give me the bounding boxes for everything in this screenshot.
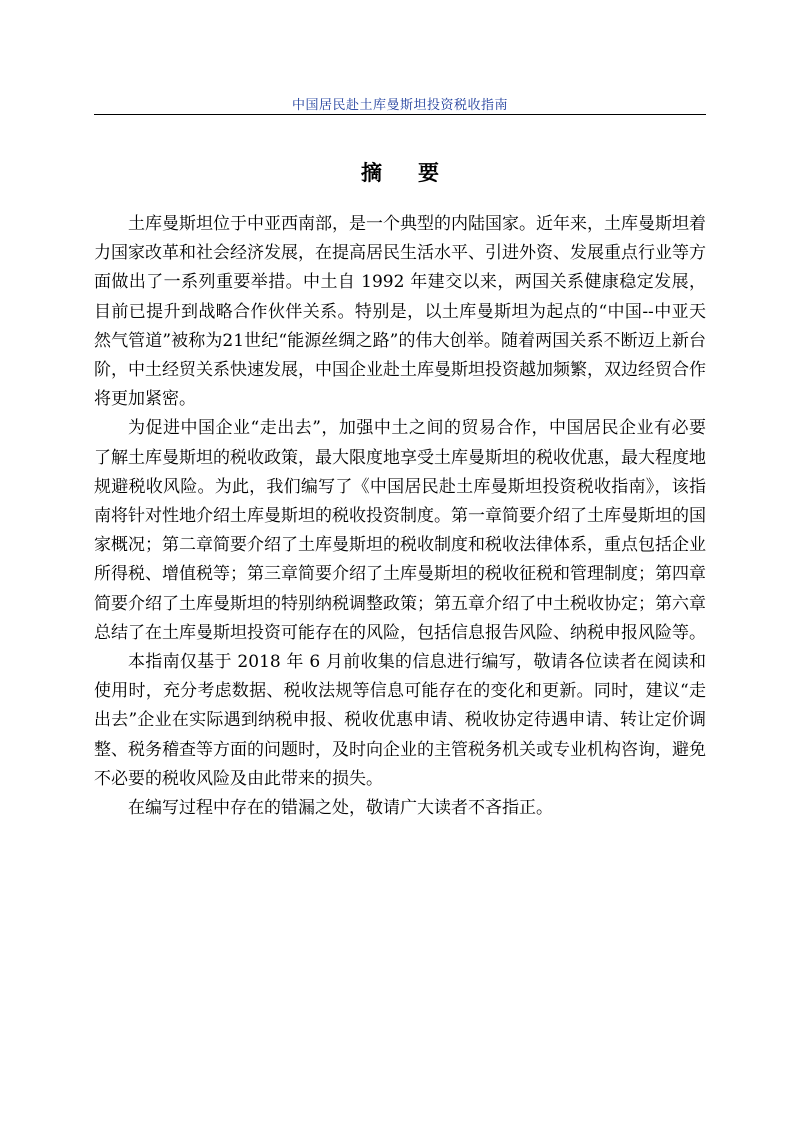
running-header: 中国居民赴土库曼斯坦投资税收指南 (291, 98, 508, 113)
paragraph-disclaimer: 本指南仅基于 2018 年 6 月前收集的信息进行编写，敬请各位读者在阅读和使用时，充分考虑数据、税收法规等信息可能存在的变化和更新。同时，建议“走出去”企业在实际遇到纳税申报、税收优惠申请、税收协定待遇申请、转让定价调整、税务稽查等方面的问题时，及时向企业的主管税务机关或专业机构咨询，避免不必要的税收风险及由此带来的损失。 (94, 652, 706, 789)
header-divider (94, 114, 706, 115)
abstract-body (94, 210, 706, 823)
page-title: 摘要 (361, 161, 475, 185)
paragraph-purpose: 为促进中国企业“走出去”，加强中土之间的贸易合作，中国居民企业有必要了解土库曼斯坦的税收政策，最大限度地享受土库曼斯坦的税收优惠，最大程度地规避税收风险。为此，我们编写了《中国居民赴土库曼斯坦投资税收指南》，该指南将针对性地介绍土库曼斯坦的税收投资制度。第一章简要介绍了土库曼斯坦的国家概况；第二章简要介绍了土库曼斯坦的税收制度和税收法律体系，重点包括企业所得税、增值税等；第三章简要介绍了土库曼斯坦的税收征税和管理制度；第四章简要介绍了土库曼斯坦的特别纳税调整政策；第五章介绍了中土税收协定；第六章总结了在土库曼斯坦投资可能存在的风险，包括信息报告风险、纳税申报风险等。 (94, 418, 706, 643)
paragraph-intro: 土库曼斯坦位于中亚西南部，是一个典型的内陆国家。近年来，土库曼斯坦着力国家改革和社会经济发展，在提高居民生活水平、引进外资、发展重点行业等方面做出了一系列重要举措。中土自 1992 年建交以来，两国关系健康稳定发展，目前已提升到战略合作伙伴关系。特别是，以土库曼斯坦为起点的“中国--中亚天然气管道”被称为21世纪“能源丝绸之路”的伟大创举。随着两国关系不断迈上新台阶，中土经贸关系快速发展，中国企业赴土库曼斯坦投资越加频繁，双边经贸合作将更加紧密。 (94, 214, 706, 410)
paragraph-closing: 在编写过程中存在的错漏之处，敬请广大读者不吝指正。 (128, 798, 553, 819)
